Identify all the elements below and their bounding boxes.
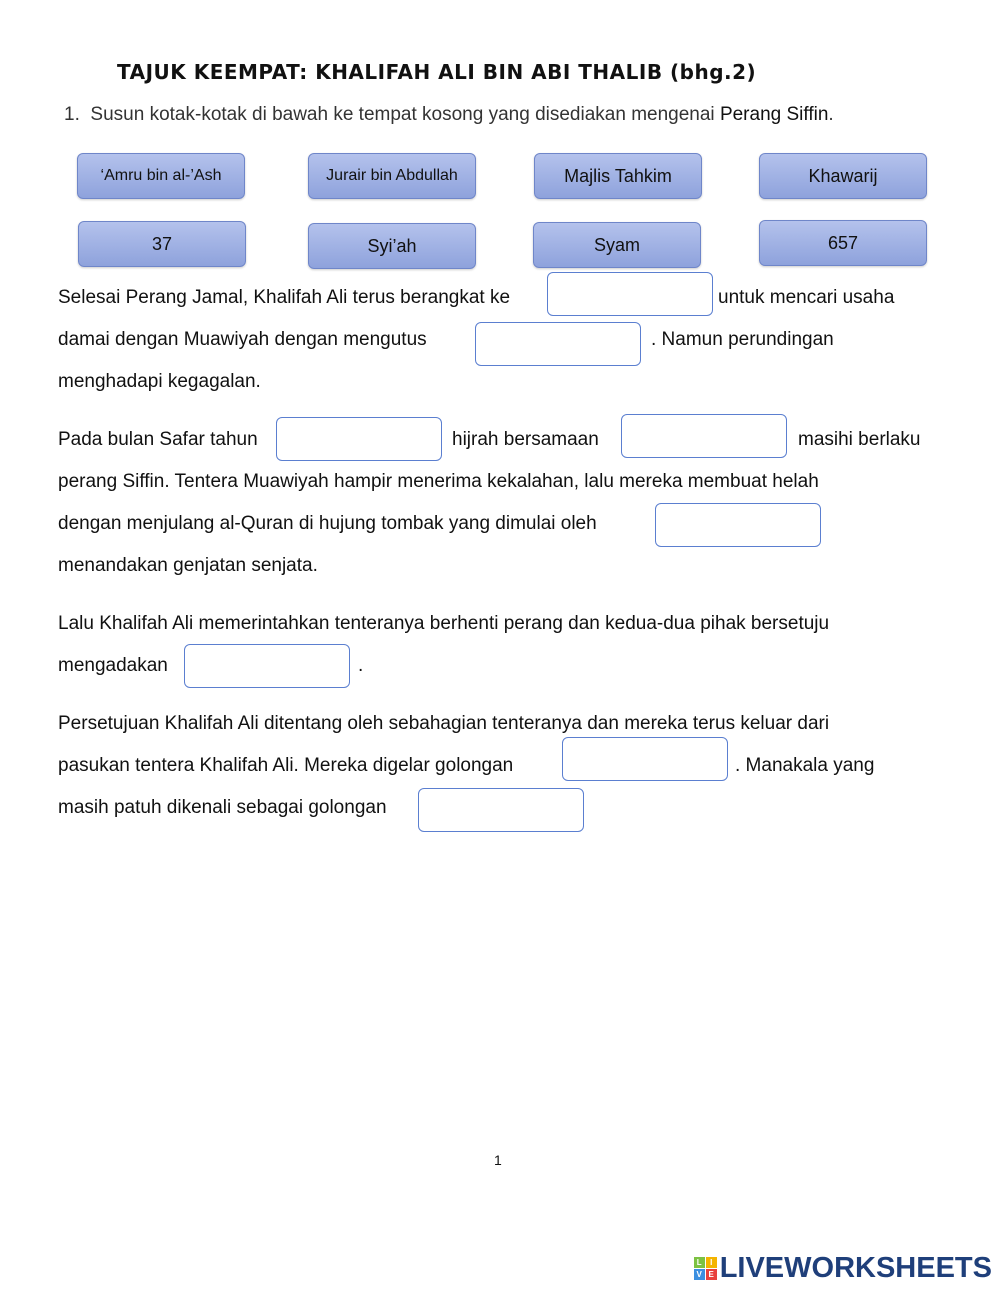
answer-chip[interactable]: 657 <box>759 220 927 266</box>
drop-blank-1[interactable] <box>547 272 713 316</box>
text-line: damai dengan Muawiyah dengan mengutus <box>58 329 427 350</box>
drop-blank-7[interactable] <box>562 737 728 781</box>
text-line: Lalu Khalifah Ali memerintahkan tenteranya berhenti perang dan kedua-dua pihak bersetuju <box>58 613 830 634</box>
page-number: 1 <box>494 1152 502 1168</box>
drop-blank-2[interactable] <box>475 322 641 366</box>
text-line: menghadapi kegagalan. <box>58 371 261 392</box>
answer-chip[interactable]: Majlis Tahkim <box>534 153 702 199</box>
drop-blank-3[interactable] <box>276 417 442 461</box>
text-line: Persetujuan Khalifah Ali ditentang oleh sebahagian tenteranya dan mereka terus keluar dari <box>58 713 830 734</box>
drop-blank-4[interactable] <box>621 414 787 458</box>
answer-chip[interactable]: ‘Amru bin al-’Ash <box>77 153 245 199</box>
answer-chip[interactable]: Jurair bin Abdullah <box>308 153 476 199</box>
text-line: Pada bulan Safar tahun <box>58 429 258 450</box>
logo-letter: E <box>706 1269 717 1280</box>
drop-blank-6[interactable] <box>184 644 350 688</box>
text-line: mengadakan <box>58 655 168 676</box>
page-title: TAJUK KEEMPAT: KHALIFAH ALI BIN ABI THALIB (bhg.2) <box>117 60 757 84</box>
text-line: . Manakala yang <box>735 755 875 776</box>
text-line: . Namun perundingan <box>651 329 834 350</box>
answer-chip[interactable]: Syi’ah <box>308 223 476 269</box>
instruction-topic: Perang Siffin <box>719 104 829 125</box>
logo-text: LIVEWORKSHEETS <box>719 1252 992 1284</box>
text-line: pasukan tentera Khalifah Ali. Mereka digelar golongan <box>58 755 514 776</box>
text-line: masihi berlaku <box>798 429 921 450</box>
drop-blank-5[interactable] <box>655 503 821 547</box>
logo-letter: L <box>694 1257 705 1268</box>
instruction <box>64 104 834 126</box>
text-line: hijrah bersamaan <box>452 429 599 450</box>
live-logo-icon <box>694 1257 717 1280</box>
question-number: 1. <box>64 104 80 125</box>
text-line: untuk mencari usaha <box>718 287 895 308</box>
instruction-text: Susun kotak-kotak di bawah ke tempat kosong yang disediakan mengenai <box>90 104 715 125</box>
answer-chip[interactable]: Khawarij <box>759 153 927 199</box>
instruction-end: . <box>828 104 834 125</box>
text-line: perang Siffin. Tentera Muawiyah hampir menerima kekalahan, lalu mereka membuat helah <box>58 471 819 492</box>
text-line: dengan menjulang al-Quran di hujung tombak yang dimulai oleh <box>58 513 597 534</box>
liveworksheets-logo <box>694 1252 992 1285</box>
drop-blank-8[interactable] <box>418 788 584 832</box>
answer-chip[interactable]: Syam <box>533 222 701 268</box>
text-line: . <box>358 655 364 676</box>
text-line: Selesai Perang Jamal, Khalifah Ali terus berangkat ke <box>58 287 511 308</box>
answer-chip[interactable]: 37 <box>78 221 246 267</box>
text-line: masih patuh dikenali sebagai golongan <box>58 797 387 818</box>
logo-letter: V <box>694 1269 705 1280</box>
text-line: menandakan genjatan senjata. <box>58 555 318 576</box>
logo-letter: I <box>706 1257 717 1268</box>
